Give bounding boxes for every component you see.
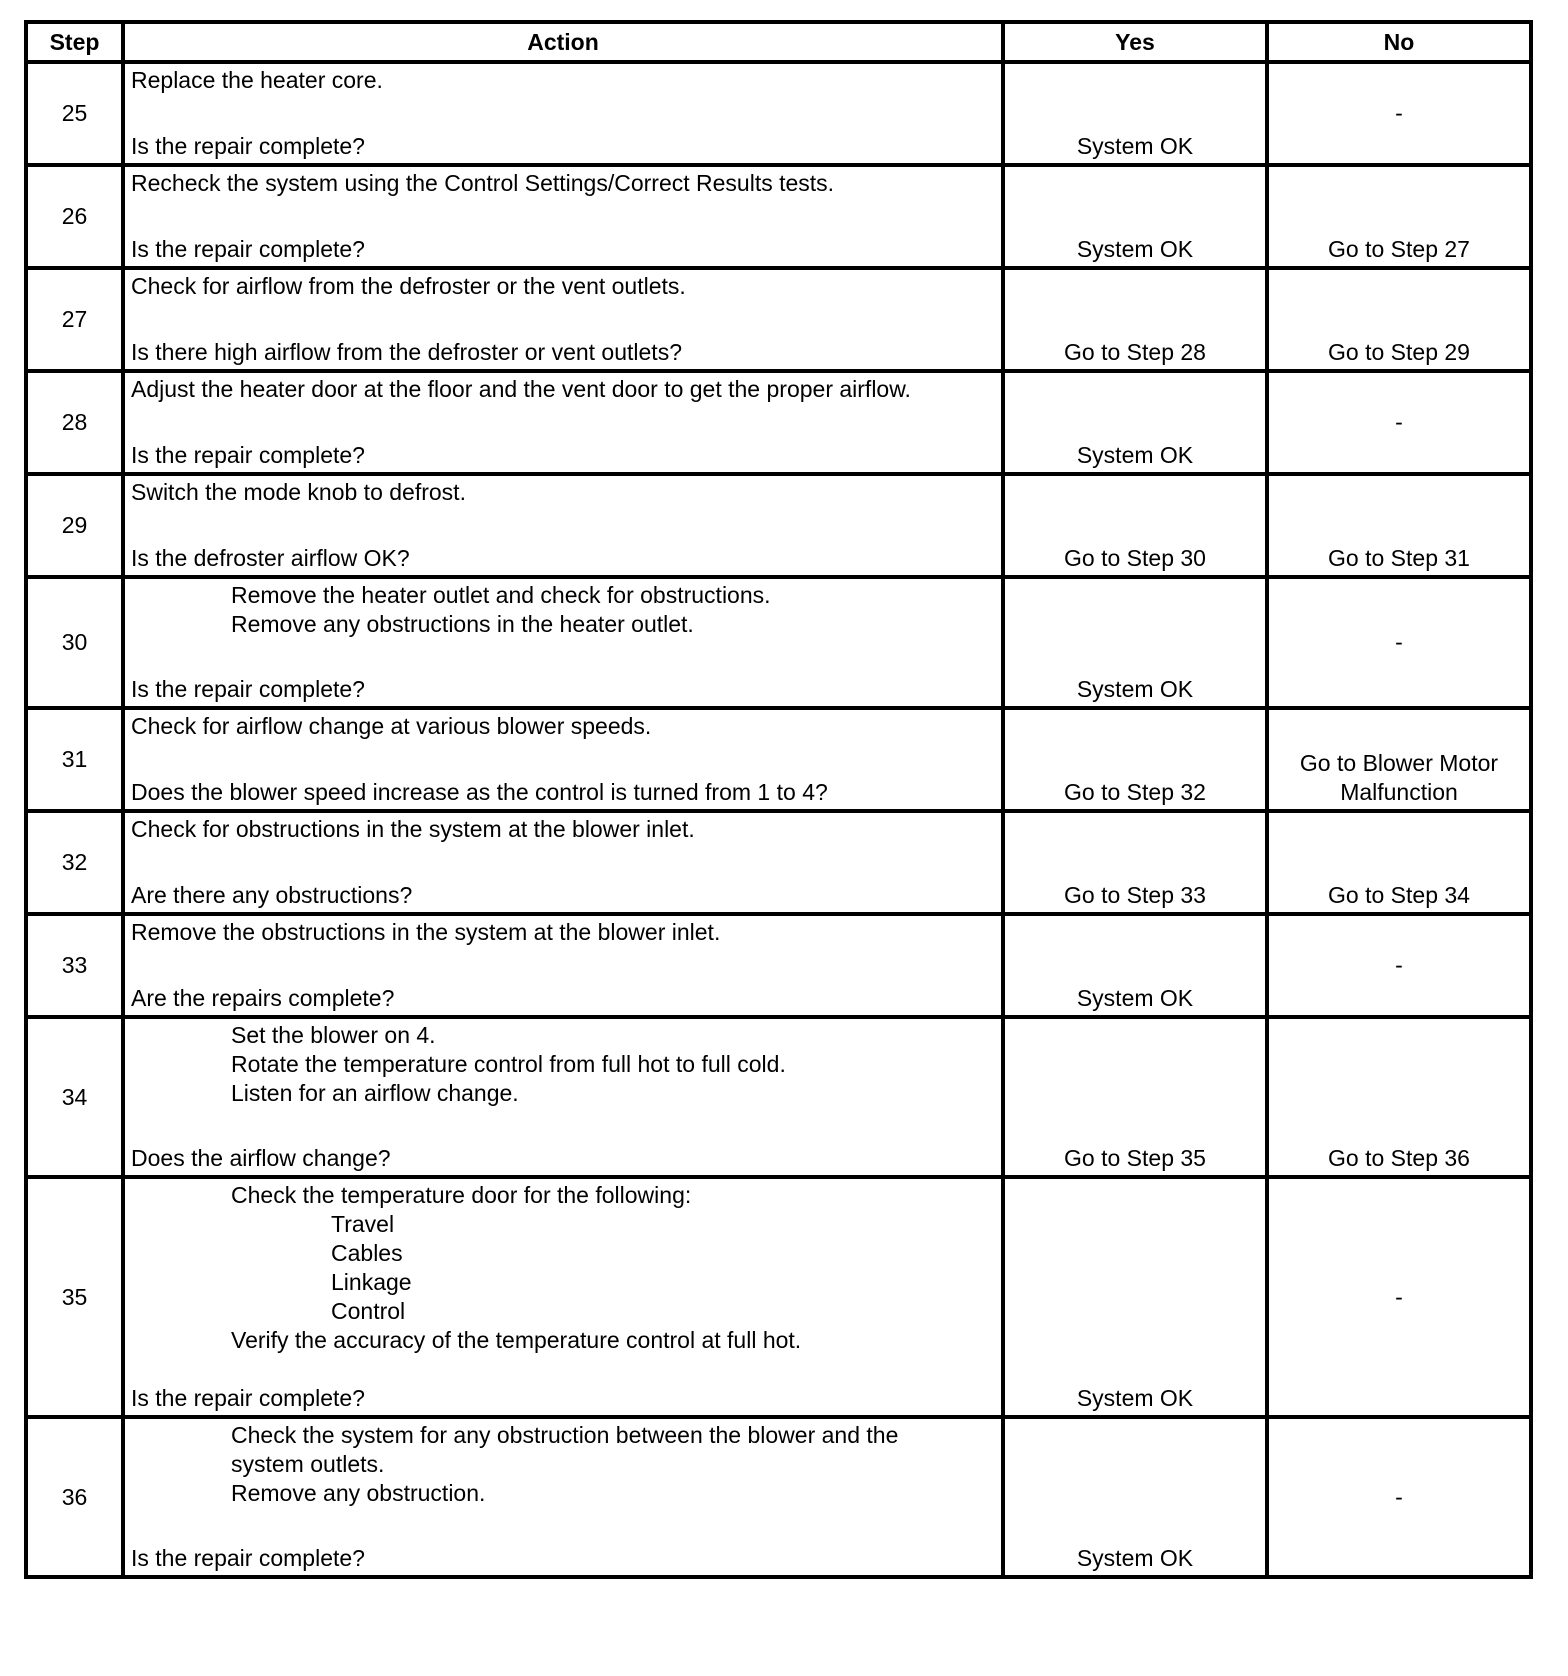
action-question: Are there any obstructions? [131,882,413,908]
action-instructions [131,1021,995,1108]
action-instructions [131,1181,995,1355]
action-question: Are the repairs complete? [131,985,395,1011]
action-instructions [131,581,995,639]
table-row [26,577,1531,708]
action-instructions [131,375,995,404]
table-row [26,1417,1531,1577]
table-row [26,62,1531,165]
no-result: Go to Step 27 [1267,165,1531,268]
instruction-line: Check for obstructions in the system at the blower inlet. [131,816,695,842]
action-question: Is the defroster airflow OK? [131,545,410,571]
action-cell [123,1177,1003,1417]
instruction-line: Travel [331,1211,395,1237]
no-result: Go to Blower Motor Malfunction [1267,708,1531,811]
action-instructions [131,1421,995,1508]
header-row [26,22,1531,62]
instruction-line: Check the system for any obstruction between the blower and the [231,1422,899,1448]
action-cell [123,371,1003,474]
yes-result: Go to Step 32 [1003,708,1267,811]
yes-result: Go to Step 28 [1003,268,1267,371]
no-result: - [1267,577,1531,708]
instruction-line: Switch the mode knob to defrost. [131,479,466,505]
action-cell [123,1017,1003,1177]
header-action: Action [123,22,1003,62]
table-row [26,165,1531,268]
yes-result: System OK [1003,577,1267,708]
action-instructions [131,169,995,198]
action-cell [123,1417,1003,1577]
action-question: Is the repair complete? [131,676,365,702]
action-instructions [131,66,995,95]
table-row [26,474,1531,577]
step-number: 27 [26,268,123,371]
action-instructions [131,478,995,507]
header-step: Step [26,22,123,62]
step-number: 32 [26,811,123,914]
step-number: 26 [26,165,123,268]
yes-result: Go to Step 30 [1003,474,1267,577]
no-result: Go to Step 34 [1267,811,1531,914]
action-question: Is the repair complete? [131,1385,365,1411]
step-number: 34 [26,1017,123,1177]
instruction-line: Recheck the system using the Control Settings/Correct Results tests. [131,170,835,196]
instruction-line: Rotate the temperature control from full hot to full cold. [231,1051,786,1077]
action-question: Does the blower speed increase as the control is turned from 1 to 4? [131,779,828,805]
no-result: - [1267,371,1531,474]
action-instructions [131,918,995,947]
instruction-line: Adjust the heater door at the floor and the vent door to get the proper airflow. [131,376,911,402]
action-instructions [131,815,995,844]
action-cell [123,474,1003,577]
table-row [26,1017,1531,1177]
table-row [26,268,1531,371]
diagnostic-table [24,20,1533,1579]
instruction-line: Cables [331,1240,403,1266]
action-question: Does the airflow change? [131,1145,391,1171]
instruction-line: Set the blower on 4. [231,1022,436,1048]
table-row [26,1177,1531,1417]
step-number: 28 [26,371,123,474]
action-cell [123,914,1003,1017]
action-cell [123,165,1003,268]
no-result: Go to Step 36 [1267,1017,1531,1177]
step-number: 33 [26,914,123,1017]
action-cell [123,268,1003,371]
action-cell [123,708,1003,811]
table-row [26,811,1531,914]
instruction-line: Linkage [331,1269,412,1295]
yes-result: System OK [1003,1417,1267,1577]
action-question: Is the repair complete? [131,442,365,468]
instruction-line: Replace the heater core. [131,67,383,93]
yes-result: Go to Step 35 [1003,1017,1267,1177]
no-result: - [1267,914,1531,1017]
instruction-line: Control [331,1298,406,1324]
no-result: - [1267,62,1531,165]
instruction-line: system outlets. [231,1451,385,1477]
action-question: Is the repair complete? [131,1545,365,1571]
instruction-line: Verify the accuracy of the temperature control at full hot. [231,1327,802,1353]
action-instructions [131,712,995,741]
action-question: Is there high airflow from the defroster or vent outlets? [131,339,682,365]
yes-result: System OK [1003,165,1267,268]
diagnostic-table-container [24,20,1533,1579]
step-number: 35 [26,1177,123,1417]
instruction-line: Check for airflow change at various blower speeds. [131,713,652,739]
no-result: - [1267,1177,1531,1417]
action-cell [123,577,1003,708]
yes-result: System OK [1003,1177,1267,1417]
header-no: No [1267,22,1531,62]
step-number: 29 [26,474,123,577]
action-question: Is the repair complete? [131,236,365,262]
instruction-line: Remove the heater outlet and check for obstructions. [231,582,771,608]
action-cell [123,811,1003,914]
step-number: 30 [26,577,123,708]
yes-result: System OK [1003,914,1267,1017]
instruction-line: Check for airflow from the defroster or the vent outlets. [131,273,686,299]
instruction-line: Remove any obstructions in the heater outlet. [231,611,694,637]
instruction-line: Listen for an airflow change. [231,1080,519,1106]
table-row [26,708,1531,811]
instruction-line: Check the temperature door for the following: [231,1182,692,1208]
yes-result: System OK [1003,371,1267,474]
action-question: Is the repair complete? [131,133,365,159]
no-result: Go to Step 31 [1267,474,1531,577]
action-cell [123,62,1003,165]
step-number: 31 [26,708,123,811]
yes-result: System OK [1003,62,1267,165]
step-number: 25 [26,62,123,165]
table-row [26,914,1531,1017]
step-number: 36 [26,1417,123,1577]
yes-result: Go to Step 33 [1003,811,1267,914]
no-result: - [1267,1417,1531,1577]
table-row [26,371,1531,474]
table-body [26,62,1531,1577]
instruction-line: Remove any obstruction. [231,1480,486,1506]
instruction-line: Remove the obstructions in the system at the blower inlet. [131,919,721,945]
no-result: Go to Step 29 [1267,268,1531,371]
header-yes: Yes [1003,22,1267,62]
action-instructions [131,272,995,301]
